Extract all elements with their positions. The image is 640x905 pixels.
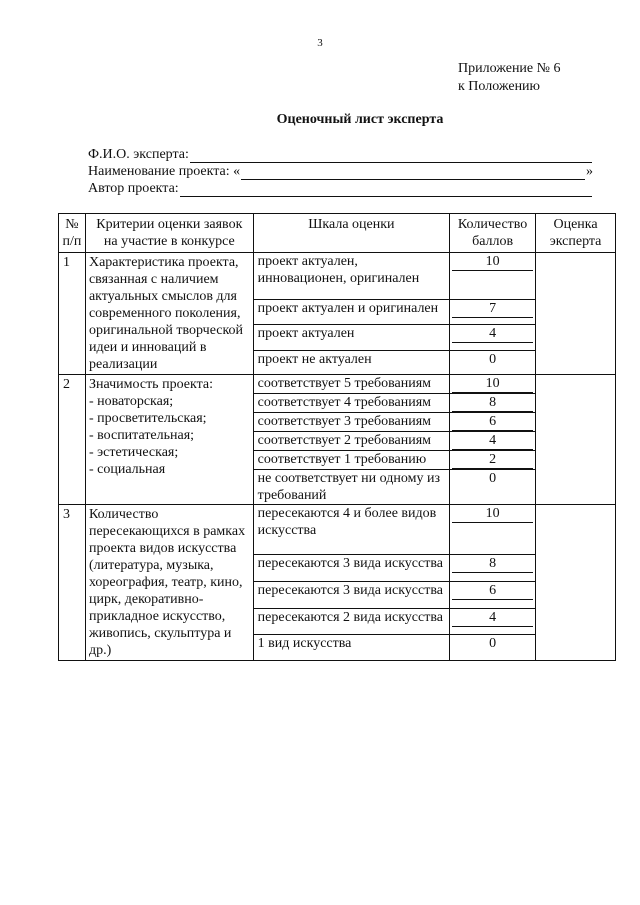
points-value: 10 xyxy=(452,375,533,393)
points-cell xyxy=(450,451,536,470)
project-name-field[interactable] xyxy=(88,163,593,180)
appendix-line-2: к Положению xyxy=(458,79,541,94)
criterion-number: 2 xyxy=(59,375,86,505)
form-fields xyxy=(88,146,593,197)
header-points: Количество баллов xyxy=(450,214,536,253)
project-name-label: Наименование проекта: « xyxy=(88,164,241,179)
points-value: 6 xyxy=(452,582,533,600)
author-line[interactable] xyxy=(180,184,592,197)
points-value: 0 xyxy=(489,471,497,486)
points-value: 10 xyxy=(452,253,533,271)
criterion-text: Характеристика проекта, связанная с наличием актуальных смыслов для современного поколения, оригинальной творческой идеи и инноваций в реализации xyxy=(85,253,253,375)
scale-option: 1 вид искусства xyxy=(253,635,449,661)
table-row xyxy=(59,253,616,300)
criterion-number: 3 xyxy=(59,505,86,661)
expert-name-field[interactable] xyxy=(88,146,593,163)
table-row xyxy=(59,505,616,555)
scale-option: не соответствует ни одному из требований xyxy=(253,470,449,505)
points-cell xyxy=(450,350,536,374)
scale-option: соответствует 5 требованиям xyxy=(253,375,449,394)
appendix-line-1: Приложение № 6 xyxy=(458,61,561,76)
points-value: 10 xyxy=(452,505,533,523)
table-row xyxy=(59,375,616,394)
points-cell xyxy=(450,470,536,505)
expert-score-cell[interactable] xyxy=(536,505,616,661)
expert-score-cell[interactable] xyxy=(536,253,616,375)
points-cell xyxy=(450,325,536,350)
scale-option: пересекаются 2 вида искусства xyxy=(253,608,449,635)
header-criteria: Критерии оценки заявок на участие в конкурсе xyxy=(85,214,253,253)
author-field[interactable] xyxy=(88,180,593,197)
expert-score-cell[interactable] xyxy=(536,375,616,505)
scale-option: пересекаются 3 вида искусства xyxy=(253,581,449,608)
page-number: 3 xyxy=(317,37,323,49)
scale-option: пересекаются 4 и более видов искусства xyxy=(253,505,449,555)
header-number: № п/п xyxy=(59,214,86,253)
scale-option: пересекаются 3 вида искусства xyxy=(253,554,449,581)
project-name-close-quote: » xyxy=(586,164,593,179)
table-header-row xyxy=(59,214,616,253)
criterion-number: 1 xyxy=(59,253,86,375)
points-cell xyxy=(450,432,536,451)
scale-option: соответствует 1 требованию xyxy=(253,451,449,470)
points-cell xyxy=(450,375,536,394)
criterion-text: Количество пересекающихся в рамках проекта видов искусства (литература, музыка, хореография, театр, кино, цирк, декоративно-прикладное искусство, живопись, скульптура и др.) xyxy=(85,505,253,661)
points-value: 4 xyxy=(452,432,533,450)
evaluation-table xyxy=(58,213,616,661)
document-title: Оценочный лист эксперта xyxy=(276,112,444,127)
points-value: 2 xyxy=(452,451,533,469)
points-cell xyxy=(450,554,536,581)
header-expert-score: Оценка эксперта xyxy=(536,214,616,253)
points-cell xyxy=(450,635,536,661)
scale-option: проект актуален xyxy=(253,325,449,350)
points-value: 6 xyxy=(452,413,533,431)
appendix-note xyxy=(458,60,561,96)
points-value: 0 xyxy=(489,351,497,367)
points-value: 0 xyxy=(489,636,497,652)
criterion-text: Значимость проекта: - новаторская; - просветительская; - воспитательная; - эстетическая; - социальная xyxy=(85,375,253,505)
points-value: 4 xyxy=(452,609,533,627)
points-value: 7 xyxy=(452,300,533,318)
points-value: 8 xyxy=(452,555,533,573)
expert-name-line[interactable] xyxy=(190,150,592,163)
scale-option: проект актуален и оригинален xyxy=(253,299,449,324)
points-cell xyxy=(450,299,536,324)
points-cell xyxy=(450,394,536,413)
scale-option: проект не актуален xyxy=(253,350,449,374)
expert-name-label: Ф.И.О. эксперта: xyxy=(88,147,189,162)
points-cell xyxy=(450,608,536,635)
scale-option: соответствует 3 требованиям xyxy=(253,413,449,432)
project-name-line[interactable] xyxy=(241,167,585,180)
points-cell xyxy=(450,581,536,608)
points-value: 4 xyxy=(452,325,533,343)
scale-option: соответствует 2 требованиям xyxy=(253,432,449,451)
points-value: 8 xyxy=(452,394,533,412)
header-scale: Шкала оценки xyxy=(253,214,449,253)
scale-option: проект актуален, инновационен, оригинален xyxy=(253,253,449,300)
scale-option: соответствует 4 требованиям xyxy=(253,394,449,413)
points-cell xyxy=(450,253,536,300)
points-cell xyxy=(450,413,536,432)
author-label: Автор проекта: xyxy=(88,181,179,196)
points-cell xyxy=(450,505,536,555)
